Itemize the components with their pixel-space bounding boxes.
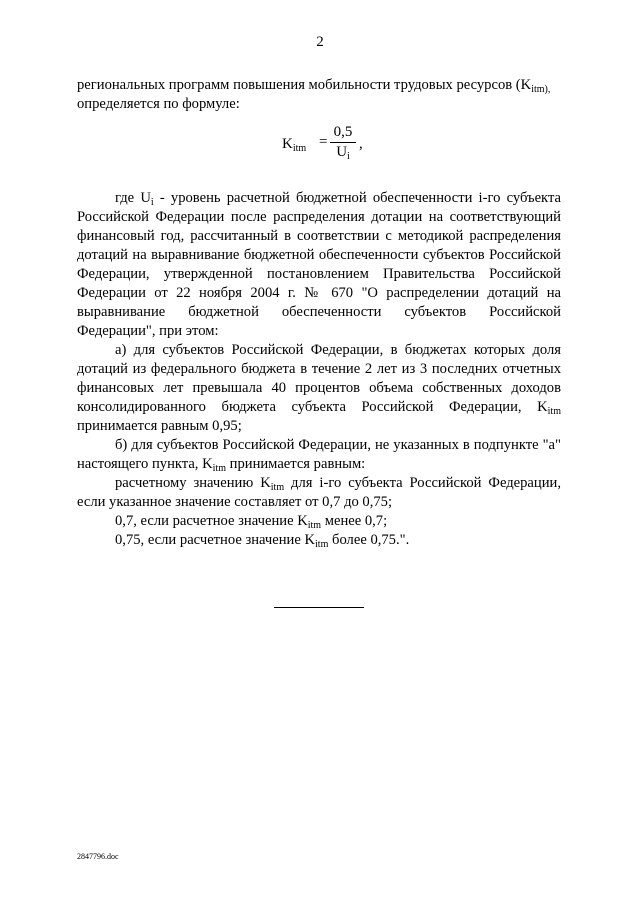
page-number: 2 — [316, 34, 324, 50]
formula-fraction — [330, 124, 356, 161]
item-b-paragraph: б) для субъектов Российской Федерации, не указанных в подпункте "а" настоящего пункта, $K_{itm}$ принимается равным: — [77, 437, 561, 474]
calc-value-paragraph: расчетному значению $K_{itm}$ для i-го субъекта Российской Федерации, если указанное значение составляет от 0,7 до 0,75; — [77, 475, 561, 510]
intro-paragraph — [77, 76, 561, 114]
formula-numerator: 0,5 — [330, 124, 356, 143]
footer-filename: 2847796.doc — [77, 852, 119, 861]
formula-equals: = — [319, 134, 328, 150]
formula-denominator: $U_i$ — [336, 144, 350, 162]
intro-line-2: определяется по формуле: — [77, 96, 240, 112]
definition-paragraph: где $U_i$ - уровень расчетной бюджетной обеспеченности i-го субъекта Российской Федерации после распределения дотации на соответствующий финансовый год, рассчитанный в соответствии с методикой распределения дотаций на выравнивание бюджетной обеспеченности субъектов Российской Федерации, утвержденной постановлением Правительства Российской Федерации от 22 ноября 2004 г. № 670 "О распределении дотаций на выравнивание бюджетной обеспеченности субъектов Российской Федерации", при этом: — [77, 190, 561, 339]
item-a-paragraph: а) для субъектов Российской Федерации, в бюджетах которых доля дотаций из федерального бюджета в течение 2 лет из 3 последних отчетных финансовых лет превышала 40 процентов объема собственных доходов консолидированного бюджета субъекта Российской Федерации, $K_{itm}$ принимается равным 0,95; — [77, 342, 561, 434]
formula-k: $K_{itm}$ — [282, 136, 307, 154]
closing-rule — [274, 607, 364, 608]
body-text — [77, 189, 561, 550]
value-075-paragraph: 0,75, если расчетное значение $K_{itm}$ более 0,75.". — [115, 532, 410, 550]
formula-comma: , — [359, 136, 363, 152]
value-07-paragraph: 0,7, если расчетное значение $K_{itm}$ менее 0,7; — [115, 513, 388, 531]
intro-line-1: региональных программ повышения мобильности трудовых ресурсов ($K_{itm),}$ — [77, 77, 551, 95]
